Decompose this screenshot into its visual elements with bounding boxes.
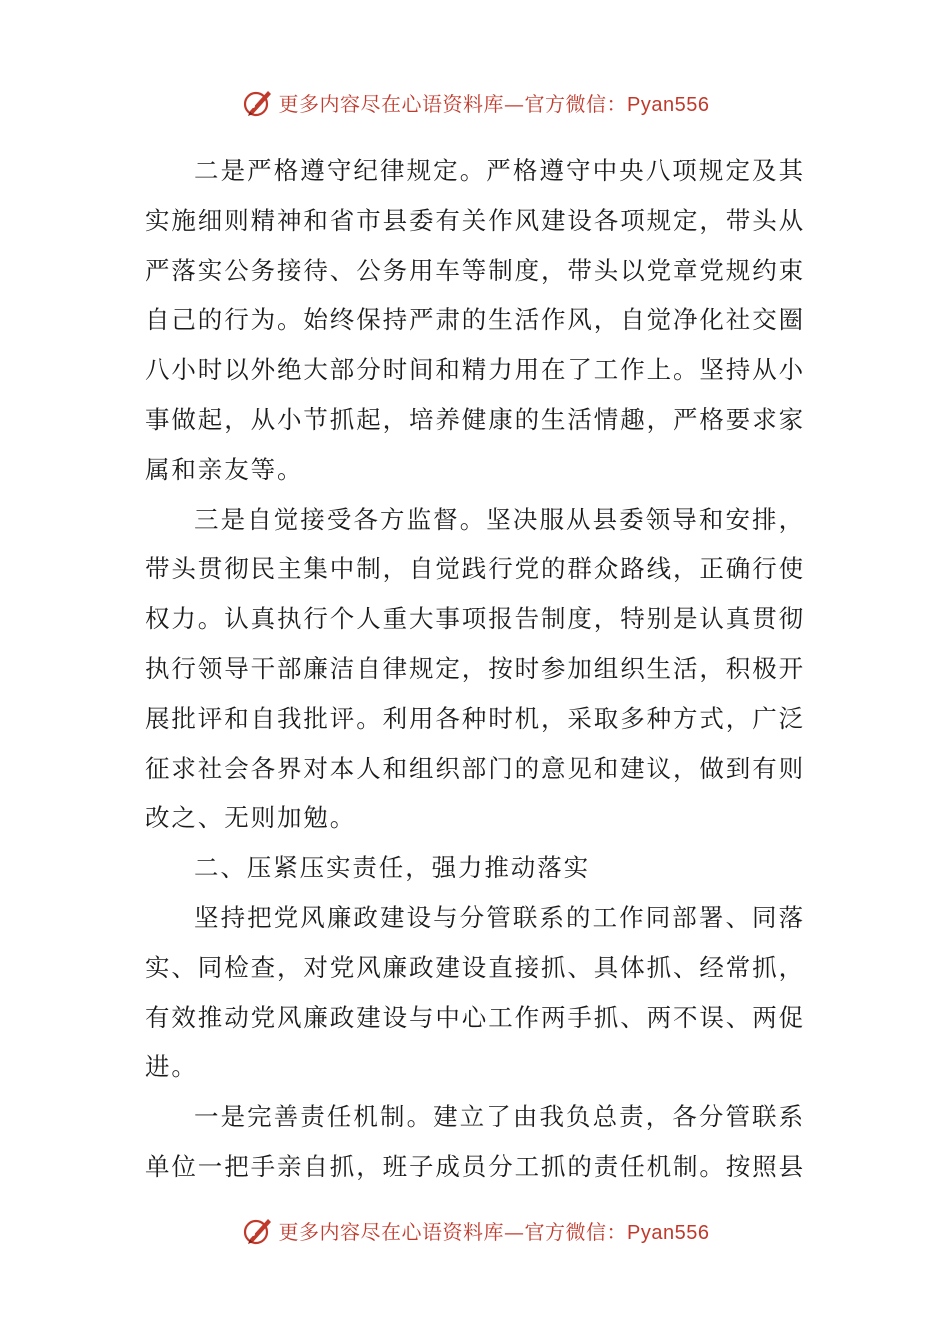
paragraph-responsibility: 坚持把党风廉政建设与分管联系的工作同部署、同落实、同检查，对党风廉政建设直接抓、具体抓、经常抓，有效推动党风廉政建设与中心工作两手抓、两不误、两促进。 bbox=[145, 902, 805, 1082]
pen-logo-icon bbox=[241, 85, 275, 119]
watermark-text bbox=[279, 88, 710, 117]
watermark-footer bbox=[0, 1210, 950, 1250]
watermark-brand: 更多内容尽在心语资料库 bbox=[278, 1219, 505, 1244]
watermark-dash: — bbox=[504, 91, 525, 116]
watermark-brand: 更多内容尽在心语资料库 bbox=[278, 91, 505, 116]
section-heading: 二、压紧压实责任，强力推动落实 bbox=[194, 853, 590, 883]
paragraph-supervision: 三是自觉接受各方监督。坚决服从县委领导和安排，带头贯彻民主集中制，自觉践行党的群众路线，正确行使权力。认真执行个人重大事项报告制度，特别是认真贯彻执行领导干部廉洁自律规定，按时参加组织生活，积极开展批评和自我批评。利用各种时机，采取多种方式，广泛征求社会各界对本人和组织部门的意见和建议，做到有则改之、无则加勉。 bbox=[145, 504, 805, 833]
watermark-wechat-id: Pyan556 bbox=[627, 93, 710, 116]
paragraph-mechanism: 一是完善责任机制。建立了由我负总责，各分管联系单位一把手亲自抓，班子成员分工抓的责任机制。按照县 bbox=[145, 1102, 805, 1181]
watermark-text bbox=[279, 1216, 710, 1245]
paragraph-discipline: 二是严格遵守纪律规定。严格遵守中央八项规定及其实施细则精神和省市县委有关作风建设各项规定，带头从严落实公务接待、公务用车等制度，带头以党章党规约束自己的行为。始终保持严肃的生活作风，自觉净化社交圈八小时以外绝大部分时间和精力用在了工作上。坚持从小事做起，从小节抓起，培养健康的生活情趣，严格要求家属和亲友等。 bbox=[145, 156, 805, 484]
watermark-wechat-id: Pyan556 bbox=[627, 1221, 710, 1244]
document-body bbox=[145, 146, 805, 1192]
watermark-dash: — bbox=[504, 1219, 525, 1244]
watermark-header bbox=[0, 82, 950, 122]
watermark-wechat-label: 官方微信： bbox=[524, 1219, 628, 1244]
pen-logo-icon bbox=[241, 1213, 275, 1247]
watermark-wechat-label: 官方微信： bbox=[524, 91, 628, 116]
